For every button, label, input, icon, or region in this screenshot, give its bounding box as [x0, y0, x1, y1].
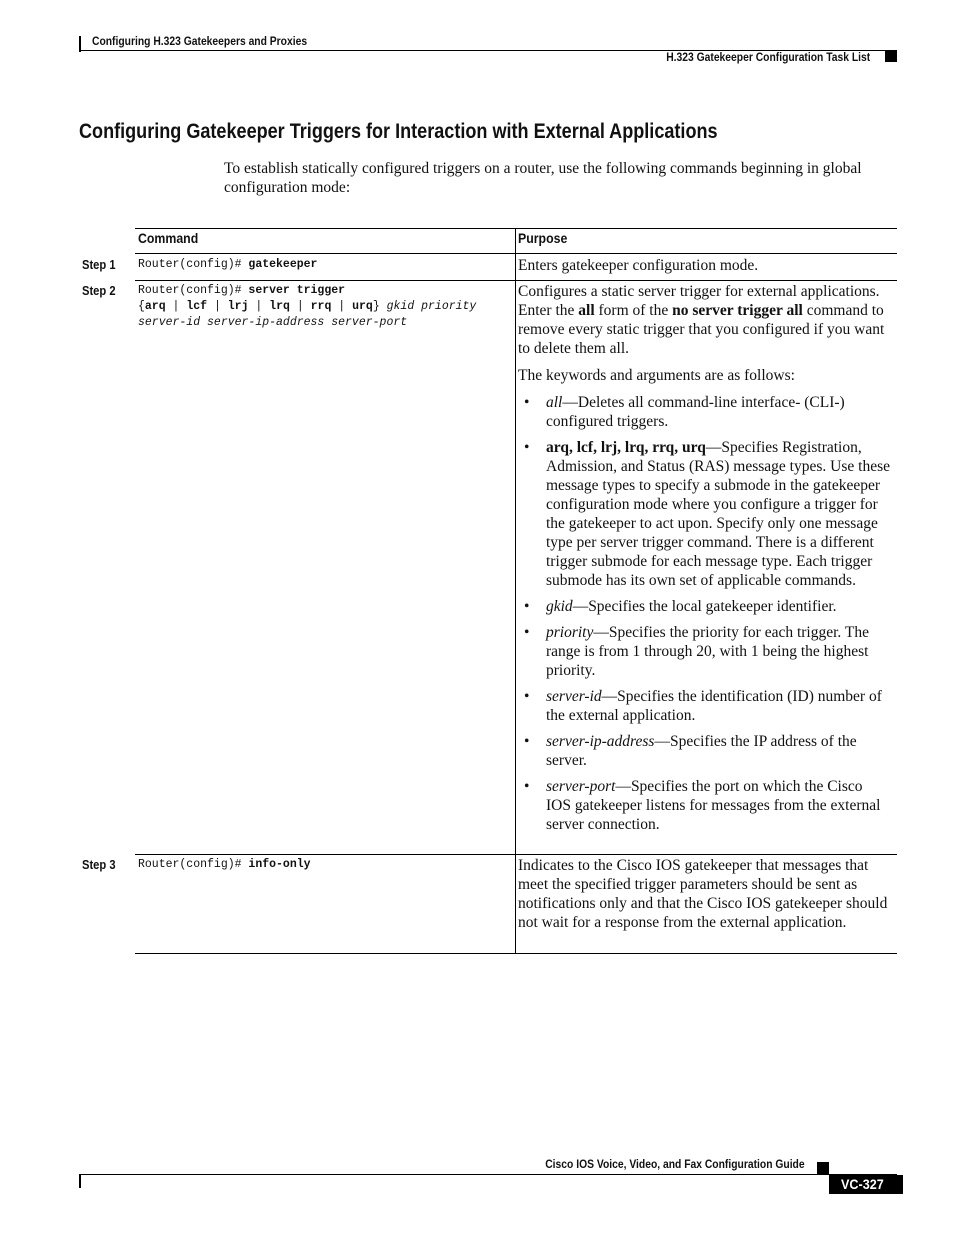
argument-term: priority — [546, 624, 594, 641]
option-lrq: lrq — [269, 300, 290, 313]
header-marker-square — [885, 50, 897, 62]
table-bottom-rule — [135, 953, 897, 954]
argument-term: server-ip-address — [546, 733, 655, 750]
argument-description: —Deletes all command-line interface- (CLI-) configured triggers. — [546, 394, 845, 430]
option-separator: | — [331, 300, 353, 313]
argument-list — [518, 393, 890, 834]
command-keyword: server trigger — [248, 284, 346, 297]
bullet-icon: • — [524, 394, 530, 411]
argument-description: —Specifies the priority for each trigger. The range is from 1 through 20, with 1 being the highest priority. — [546, 624, 869, 679]
list-item — [518, 777, 890, 834]
argument-description: —Specifies Registration, Admission, and Status (RAS) message types. Use these message types to specify a submode in the gatekeeper configuration mode where you configure a trigger for the gatekeeper to act upon. Specify only one message type per server trigger command. There is a different trigger submode for each message type. Each trigger submode has its own set of applicable commands. — [546, 439, 890, 589]
argument-term: all — [546, 394, 563, 411]
column-header-command: Command — [138, 230, 199, 246]
text-run: form of the — [594, 302, 673, 319]
purpose-text: Indicates to the Cisco IOS gatekeeper that messages that meet the specified trigger parameters should be sent as notifications only and that the Cisco IOS gatekeeper should not wait for a response from the external application. — [518, 857, 888, 931]
list-item — [518, 687, 890, 725]
option-separator: | — [248, 300, 270, 313]
argument-description: —Specifies the identification (ID) number of the external application. — [546, 688, 882, 724]
argument-term: server-id — [546, 688, 602, 705]
bullet-icon: • — [524, 778, 530, 795]
brace-close: } — [372, 300, 380, 313]
list-item — [518, 623, 890, 680]
purpose-text — [518, 282, 890, 841]
option-lcf: lcf — [186, 300, 208, 313]
text-run: Configures a static server trigger for external applications. Enter the — [518, 283, 880, 319]
keyword-no-server-trigger-all: no server trigger all — [672, 302, 803, 319]
brace-open: { — [138, 300, 145, 313]
row-rule — [135, 854, 897, 855]
argument-description: —Specifies the IP address of the server. — [546, 733, 857, 769]
option-arq: arq — [144, 300, 166, 313]
footer-rule-vertical — [79, 1174, 81, 1188]
list-item — [518, 393, 890, 431]
option-lrj: lrj — [227, 300, 249, 313]
footer-rule — [79, 1174, 897, 1175]
command-prompt: Router(config)# — [138, 858, 249, 871]
row-rule — [135, 280, 897, 281]
step-label: Step 2 — [82, 283, 116, 298]
footer-guide-title: Cisco IOS Voice, Video, and Fax Configuration Guide — [545, 1157, 805, 1171]
option-separator: | — [207, 300, 228, 313]
header-section-title: H.323 Gatekeeper Configuration Task List — [666, 50, 870, 64]
option-urq: urq — [352, 300, 373, 313]
bullet-icon: • — [524, 733, 530, 750]
command-text — [138, 283, 508, 331]
purpose-paragraph: The keywords and arguments are as follows: — [518, 367, 795, 384]
page-number: VC-327 — [841, 1176, 884, 1192]
option-separator: | — [289, 300, 311, 313]
argument-term: arq, lcf, lrj, lrq, rrq, urq — [546, 439, 706, 456]
option-rrq: rrq — [310, 300, 332, 313]
argument-description: —Specifies the port on which the Cisco IOS gatekeeper listens for messages from the external server connection. — [546, 778, 881, 833]
command-text — [138, 257, 508, 273]
argument-term: server-port — [546, 778, 616, 795]
table-header-rule — [135, 253, 897, 254]
list-item — [518, 597, 890, 616]
footer-marker-square — [817, 1162, 829, 1174]
bullet-icon: • — [524, 439, 530, 456]
list-item — [518, 438, 890, 590]
command-args: gkid priority — [379, 300, 477, 313]
bullet-icon: • — [524, 598, 530, 615]
argument-term: gkid — [546, 598, 573, 615]
purpose-paragraph — [518, 282, 890, 358]
argument-description: —Specifies the local gatekeeper identifier. — [572, 598, 837, 615]
list-item — [518, 732, 890, 770]
table-top-rule — [135, 228, 897, 229]
keyword-all: all — [578, 302, 595, 319]
step-label: Step 1 — [82, 257, 116, 272]
command-keyword: gatekeeper — [248, 258, 318, 271]
command-keyword: info-only — [248, 858, 311, 871]
section-heading: Configuring Gatekeeper Triggers for Interaction with External Applications — [79, 120, 718, 143]
command-prompt: Router(config)# — [138, 284, 249, 297]
purpose-text: Enters gatekeeper configuration mode. — [518, 257, 759, 274]
option-separator: | — [165, 300, 187, 313]
header-chapter-title: Configuring H.323 Gatekeepers and Proxies — [92, 34, 308, 48]
command-prompt: Router(config)# — [138, 258, 249, 271]
bullet-icon: • — [524, 624, 530, 641]
command-text — [138, 857, 508, 873]
bullet-icon: • — [524, 688, 530, 705]
intro-paragraph: To establish statically configured triggers on a router, use the following commands beginning in global configuration mode: — [224, 160, 862, 196]
column-divider — [515, 228, 516, 954]
text-run: command to remove every static trigger that you configured if you want to delete them all. — [518, 302, 885, 357]
column-header-purpose: Purpose — [518, 230, 568, 246]
command-args-continued: server-id server-ip-address server-port — [138, 316, 408, 329]
step-label: Step 3 — [82, 857, 116, 872]
